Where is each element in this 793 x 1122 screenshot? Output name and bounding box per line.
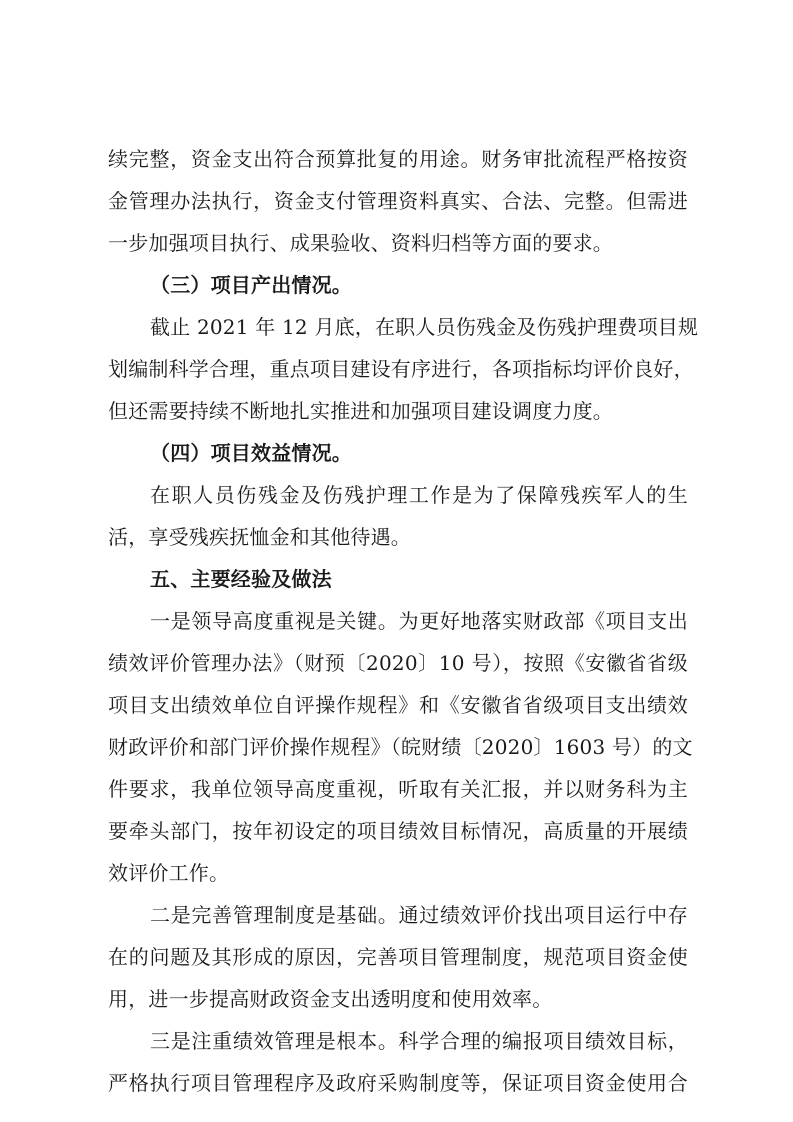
paragraph-line: 金管理办法执行，资金支付管理资料真实、合法、完整。但需进	[108, 189, 688, 213]
paragraph-line: 在的问题及其形成的原因，完善项目管理制度，规范项目资金使	[108, 945, 688, 969]
paragraph-line: 在职人员伤残金及伤残护理工作是为了保障残疾军人的生	[150, 483, 688, 507]
paragraph-line: 绩效评价管理办法》（财预〔2020〕10 号），按照《安徽省省级	[108, 651, 688, 675]
paragraph-line: 严格执行项目管理程序及政府采购制度等，保证项目资金使用合	[108, 1071, 688, 1095]
paragraph-line: 要牵头部门，按年初设定的项目绩效目标情况，高质量的开展绩	[108, 819, 688, 843]
paragraph-line: 项目支出绩效单位自评操作规程》和《安徽省省级项目支出绩效	[108, 693, 688, 717]
paragraph-line: 划编制科学合理，重点项目建设有序进行，各项指标均评价良好，	[108, 357, 694, 381]
paragraph-line: 三是注重绩效管理是根本。科学合理的编报项目绩效目标，	[150, 1029, 688, 1053]
paragraph-line: 效评价工作。	[108, 861, 230, 885]
section-heading-experience: 五、主要经验及做法	[150, 567, 332, 591]
paragraph-line: 用，进一步提高财政资金支出透明度和使用效率。	[108, 987, 553, 1011]
paragraph-line: 财政评价和部门评价操作规程》（皖财绩〔2020〕1603 号）的文	[108, 735, 693, 759]
section-heading-benefit: （四）项目效益情况。	[150, 441, 352, 465]
section-heading-output: （三）项目产出情况。	[150, 273, 352, 297]
paragraph-line: 但还需要持续不断地扎实推进和加强项目建设调度力度。	[108, 399, 613, 423]
paragraph-line: 截止 2021 年 12 月底，在职人员伤残金及伤残护理费项目规	[150, 315, 699, 339]
paragraph-line: 续完整，资金支出符合预算批复的用途。财务审批流程严格按资	[108, 147, 688, 171]
paragraph-line: 活，享受残疾抚恤金和其他待遇。	[108, 525, 411, 549]
paragraph-line: 一是领导高度重视是关键。为更好地落实财政部《项目支出	[150, 609, 688, 633]
paragraph-line: 二是完善管理制度是基础。通过绩效评价找出项目运行中存	[150, 903, 688, 927]
paragraph-line: 件要求，我单位领导高度重视，听取有关汇报，并以财务科为主	[108, 777, 688, 801]
paragraph-line: 一步加强项目执行、成果验收、资料归档等方面的要求。	[108, 231, 613, 255]
